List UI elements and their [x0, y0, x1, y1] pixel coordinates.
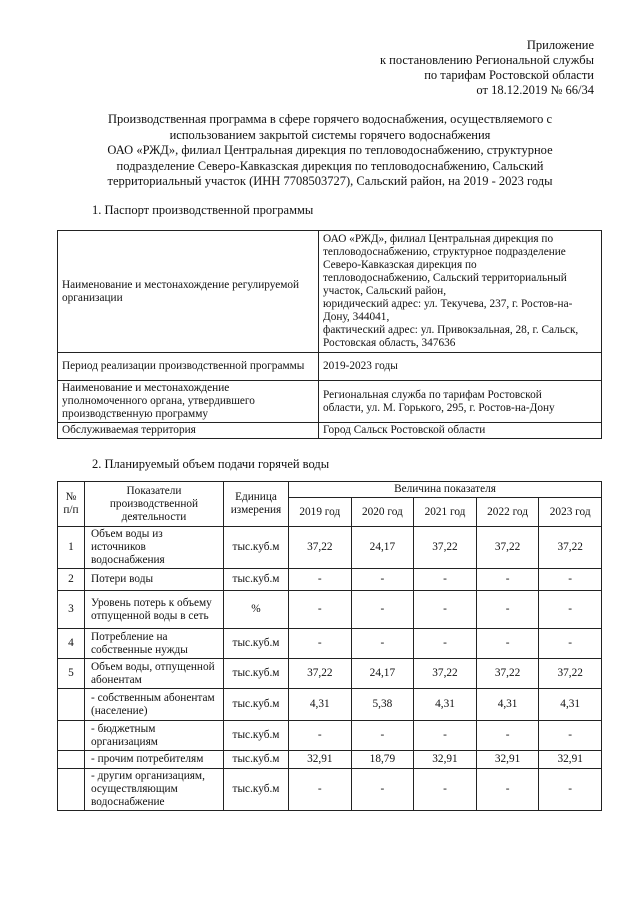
- header-year: 2021 год: [414, 498, 477, 527]
- row-value: -: [351, 591, 414, 629]
- row-value: -: [539, 721, 602, 751]
- passport-value: [319, 381, 602, 423]
- row-unit: тыс.куб.м: [224, 689, 289, 721]
- row-indicator: Потребление на собственные нужды: [85, 629, 224, 659]
- row-value: 32,91: [289, 751, 352, 769]
- row-value: -: [539, 769, 602, 811]
- row-indicator: Потери воды: [85, 569, 224, 591]
- row-unit: %: [224, 591, 289, 629]
- row-value: -: [539, 629, 602, 659]
- row-value: -: [289, 769, 352, 811]
- row-value: 37,22: [476, 527, 539, 569]
- row-value: 4,31: [539, 689, 602, 721]
- passport-value-line: участок, Сальский район,: [323, 285, 447, 297]
- passport-value-line: фактический адрес: ул. Привокзальная, 28, г. Сальск,: [323, 324, 579, 336]
- row-value: -: [289, 629, 352, 659]
- table-row: [58, 527, 602, 569]
- row-value: 32,91: [539, 751, 602, 769]
- header-num: № п/п: [58, 482, 85, 527]
- row-unit: тыс.куб.м: [224, 569, 289, 591]
- passport-label: Период реализации производственной программы: [58, 353, 319, 381]
- passport-value-line: Дону, 344041,: [323, 311, 390, 323]
- row-value: 4,31: [476, 689, 539, 721]
- row-value: 5,38: [351, 689, 414, 721]
- passport-row: [58, 381, 602, 423]
- row-value: -: [539, 591, 602, 629]
- row-num: 1: [58, 527, 85, 569]
- passport-row: [58, 353, 602, 381]
- row-num: [58, 721, 85, 751]
- header-value: Величина показателя: [289, 482, 602, 498]
- row-value: -: [351, 629, 414, 659]
- header-year: 2020 год: [351, 498, 414, 527]
- row-value: 32,91: [476, 751, 539, 769]
- title-line: подразделение Северо-Кавказская дирекция по тепловодоснабжению, Сальский: [116, 158, 544, 173]
- passport-label: Наименование и местонахождение уполномоченного органа, утвердившего производственную программу: [58, 381, 319, 423]
- row-unit: тыс.куб.м: [224, 721, 289, 751]
- row-value: -: [351, 721, 414, 751]
- passport-table: [57, 230, 602, 439]
- table-row: [58, 769, 602, 811]
- row-value: 4,31: [414, 689, 477, 721]
- table-row: [58, 569, 602, 591]
- table-row: [58, 629, 602, 659]
- passport-value-line: тепловодоснабжению, структурное подразделение: [323, 246, 566, 258]
- table-row: [58, 751, 602, 769]
- row-value: 37,22: [289, 659, 352, 689]
- table-row: [58, 591, 602, 629]
- passport-value-line: Город Сальск Ростовской области: [323, 424, 486, 436]
- row-value: 32,91: [414, 751, 477, 769]
- header-unit: Единица измерения: [224, 482, 289, 527]
- row-value: 24,17: [351, 659, 414, 689]
- passport-row: [58, 423, 602, 439]
- row-unit: тыс.куб.м: [224, 527, 289, 569]
- row-num: [58, 769, 85, 811]
- passport-value-line: Региональная служба по тарифам Ростовской: [323, 388, 542, 401]
- row-value: -: [476, 721, 539, 751]
- title-line: Производственная программа в сфере горячего водоснабжения, осуществляемого с: [107, 112, 553, 126]
- row-value: 37,22: [289, 527, 352, 569]
- volume-table: [57, 481, 602, 811]
- row-indicator: - бюджетным организациям: [85, 721, 224, 751]
- row-value: 18,79: [351, 751, 414, 769]
- passport-label: Обслуживаемая территория: [58, 423, 319, 439]
- row-indicator: Уровень потерь к объему отпущенной воды в сеть: [85, 591, 224, 629]
- row-value: 37,22: [414, 659, 477, 689]
- row-value: -: [414, 591, 477, 629]
- row-num: 4: [58, 629, 85, 659]
- row-unit: тыс.куб.м: [224, 659, 289, 689]
- row-value: -: [414, 629, 477, 659]
- row-num: 5: [58, 659, 85, 689]
- passport-value-line: Северо-Кавказская дирекция по: [323, 259, 477, 271]
- document-title: [80, 112, 580, 190]
- appendix-block: [380, 38, 594, 98]
- appendix-line: от 18.12.2019 № 66/34: [476, 83, 594, 97]
- row-num: [58, 751, 85, 769]
- row-num: [58, 689, 85, 721]
- row-value: -: [289, 591, 352, 629]
- passport-value: [319, 231, 602, 353]
- row-value: -: [539, 569, 602, 591]
- section-2-heading: 2. Планируемый объем подачи горячей воды: [92, 457, 330, 471]
- row-value: -: [289, 721, 352, 751]
- row-indicator: - собственным абонентам (население): [85, 689, 224, 721]
- row-unit: тыс.куб.м: [224, 751, 289, 769]
- row-value: -: [351, 769, 414, 811]
- passport-value: [319, 423, 602, 439]
- section-1-heading: 1. Паспорт производственной программы: [92, 203, 314, 217]
- passport-value-line: ОАО «РЖД», филиал Центральная дирекция по: [323, 233, 554, 245]
- title-line: территориальный участок (ИНН 7708503727), Сальский район, на 2019 - 2023 годы: [107, 174, 553, 188]
- row-num: 2: [58, 569, 85, 591]
- row-indicator: Объем воды, отпущенной абонентам: [85, 659, 224, 689]
- passport-label: Наименование и местонахождение регулируемой организации: [58, 231, 319, 353]
- appendix-line: к постановлению Региональной службы: [379, 53, 594, 67]
- row-value: 37,22: [476, 659, 539, 689]
- passport-value: [319, 353, 602, 381]
- row-unit: тыс.куб.м: [224, 629, 289, 659]
- appendix-line: по тарифам Ростовской области: [424, 68, 594, 82]
- row-value: -: [414, 769, 477, 811]
- row-value: -: [476, 769, 539, 811]
- row-value: 37,22: [539, 527, 602, 569]
- row-value: -: [414, 721, 477, 751]
- header-year: 2023 год: [539, 498, 602, 527]
- row-num: 3: [58, 591, 85, 629]
- passport-value-line: 2019-2023 годы: [323, 360, 398, 372]
- title-line: использованием закрытой системы горячего водоснабжения: [169, 127, 491, 142]
- header-year: 2019 год: [289, 498, 352, 527]
- title-line: ОАО «РЖД», филиал Центральная дирекция по тепловодоснабжению, структурное: [107, 143, 553, 157]
- row-value: -: [289, 569, 352, 591]
- table-row: [58, 721, 602, 751]
- row-value: 24,17: [351, 527, 414, 569]
- row-value: -: [476, 629, 539, 659]
- passport-value-line: юридический адрес: ул. Текучева, 237, г. Ростов-на-: [323, 298, 573, 310]
- header-year: 2022 год: [476, 498, 539, 527]
- row-value: 4,31: [289, 689, 352, 721]
- row-value: -: [476, 569, 539, 591]
- row-indicator: - прочим потребителям: [85, 751, 224, 769]
- header-indicator: Показатели производственной деятельности: [85, 482, 224, 527]
- row-value: -: [414, 569, 477, 591]
- row-value: -: [476, 591, 539, 629]
- row-indicator: - другим организациям, осуществляющим водоснабжение: [85, 769, 224, 811]
- row-value: 37,22: [414, 527, 477, 569]
- row-indicator: Объем воды из источников водоснабжения: [85, 527, 224, 569]
- table-row: [58, 659, 602, 689]
- row-unit: тыс.куб.м: [224, 769, 289, 811]
- appendix-line: Приложение: [526, 38, 594, 52]
- passport-value-line: Ростовская область, 347636: [323, 337, 456, 349]
- passport-row: [58, 231, 602, 353]
- row-value: -: [351, 569, 414, 591]
- table-row: [58, 689, 602, 721]
- passport-value-line: тепловодоснабжению, Сальский территориальный: [323, 272, 567, 284]
- passport-value-line: области, ул. М. Горького, 295, г. Ростов-на-Дону: [323, 401, 555, 414]
- row-value: 37,22: [539, 659, 602, 689]
